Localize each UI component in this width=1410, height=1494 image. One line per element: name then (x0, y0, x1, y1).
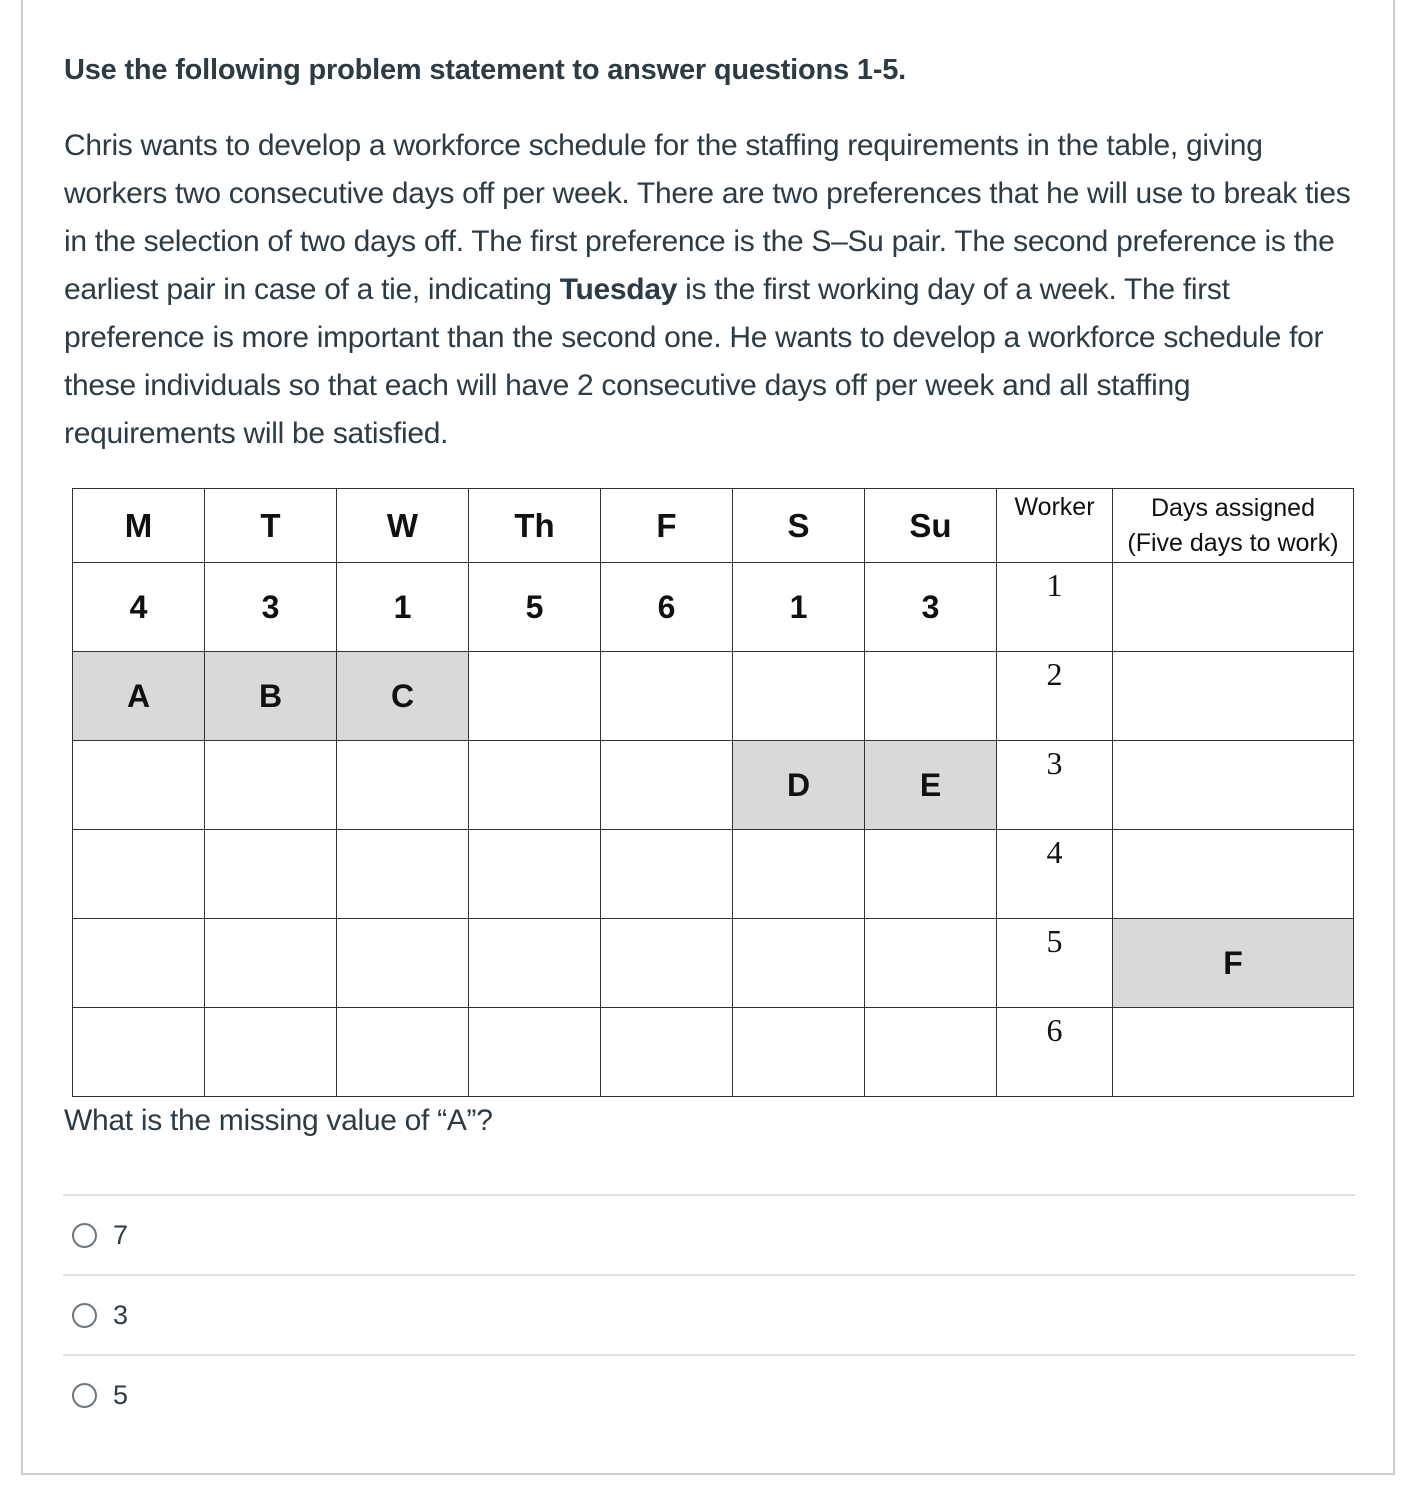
table-cell (73, 830, 205, 919)
days-assigned-line1: Days assigned (1151, 493, 1315, 522)
days-assigned-cell (1113, 652, 1354, 741)
worker-number: 1 (997, 563, 1113, 652)
worker-header: Worker (997, 489, 1113, 563)
table-row (73, 563, 1354, 652)
table-row (73, 830, 1354, 919)
table-cell (865, 1008, 997, 1097)
table-cell (337, 830, 469, 919)
option-divider (63, 1354, 1355, 1356)
table-cell (733, 652, 865, 741)
table-row (73, 919, 1354, 1008)
requirement-sun: 3 (865, 563, 997, 652)
question-text: What is the missing value of “A”? (64, 1104, 493, 1137)
table-cell (73, 1008, 205, 1097)
cell-label-b: B (205, 652, 337, 741)
table-cell (469, 741, 601, 830)
statement-text-2: is the first working day of a week. The first preference is more important than the second one. He wants to develop a workforce schedule for these individuals so that each will have 2 consecutive days off per week and all staffing requirements will be satisfied. (64, 273, 1324, 450)
day-header-thu: Th (469, 489, 601, 563)
table-cell (73, 741, 205, 830)
requirement-wed: 1 (337, 563, 469, 652)
cell-label-d: D (733, 741, 865, 830)
days-assigned-header (1113, 489, 1354, 563)
worker-number: 5 (997, 919, 1113, 1008)
worker-number: 3 (997, 741, 1113, 830)
table-cell (205, 830, 337, 919)
table-row (73, 741, 1354, 830)
requirement-mon: 4 (73, 563, 205, 652)
cell-label-a: A (73, 652, 205, 741)
table-cell (601, 1008, 733, 1097)
table-cell (601, 652, 733, 741)
option-divider (63, 1274, 1355, 1276)
table-cell (601, 830, 733, 919)
table-cell (469, 919, 601, 1008)
day-header-sat: S (733, 489, 865, 563)
statement-bold-tuesday: Tuesday (559, 273, 678, 306)
day-header-wed: W (337, 489, 469, 563)
requirement-fri: 6 (601, 563, 733, 652)
table-row (73, 1008, 1354, 1097)
radio-button-icon[interactable] (72, 1383, 97, 1408)
staffing-table (72, 488, 1354, 1097)
cell-label-e: E (865, 741, 997, 830)
cell-label-c: C (337, 652, 469, 741)
option-divider (63, 1194, 1355, 1196)
days-assigned-cell (1113, 563, 1354, 652)
requirement-tue: 3 (205, 563, 337, 652)
days-assigned-cell (1113, 741, 1354, 830)
table-cell (865, 830, 997, 919)
days-assigned-cell (1113, 830, 1354, 919)
answer-option-2[interactable] (72, 1295, 128, 1335)
table-cell (337, 919, 469, 1008)
statement-text-1: Chris wants to develop a workforce schedule for the staffing requirements in the table, giving workers two consecutive days off per week. There are two preferences that he will use to break ties in the selection of two days off. The first preference is the S–Su pair. The second preference is the earliest pair in case of a tie, indicating (64, 129, 1351, 306)
table-cell (205, 919, 337, 1008)
table-cell (337, 741, 469, 830)
requirement-thu: 5 (469, 563, 601, 652)
table-cell (469, 830, 601, 919)
table-cell (865, 919, 997, 1008)
problem-statement (64, 122, 1364, 458)
answer-option-label[interactable]: 5 (113, 1379, 129, 1410)
problem-heading: Use the following problem statement to answer questions 1-5. (64, 54, 907, 86)
table-row (73, 652, 1354, 741)
worker-number: 2 (997, 652, 1113, 741)
table-cell (733, 919, 865, 1008)
worker-number: 6 (997, 1008, 1113, 1097)
table-cell (205, 741, 337, 830)
day-header-sun: Su (865, 489, 997, 563)
answer-option-label[interactable]: 3 (113, 1299, 129, 1330)
table-cell (733, 1008, 865, 1097)
day-header-tue: T (205, 489, 337, 563)
table-cell (337, 1008, 469, 1097)
table-cell (865, 652, 997, 741)
day-header-mon: M (73, 489, 205, 563)
table-cell (469, 652, 601, 741)
table-cell (601, 919, 733, 1008)
answer-option-1[interactable] (72, 1215, 128, 1255)
table-cell (469, 1008, 601, 1097)
day-header-fri: F (601, 489, 733, 563)
table-header-row (73, 489, 1354, 563)
answer-option-3[interactable] (72, 1375, 128, 1415)
days-assigned-cell (1113, 1008, 1354, 1097)
cell-label-f: F (1113, 919, 1354, 1008)
worker-number: 4 (997, 830, 1113, 919)
table-cell (733, 830, 865, 919)
requirement-sat: 1 (733, 563, 865, 652)
table-cell (205, 1008, 337, 1097)
table-cell (73, 919, 205, 1008)
table-cell (601, 741, 733, 830)
days-assigned-line2: (Five days to work) (1127, 528, 1339, 557)
radio-button-icon[interactable] (72, 1223, 97, 1248)
radio-button-icon[interactable] (72, 1303, 97, 1328)
answer-option-label[interactable]: 7 (113, 1219, 129, 1250)
